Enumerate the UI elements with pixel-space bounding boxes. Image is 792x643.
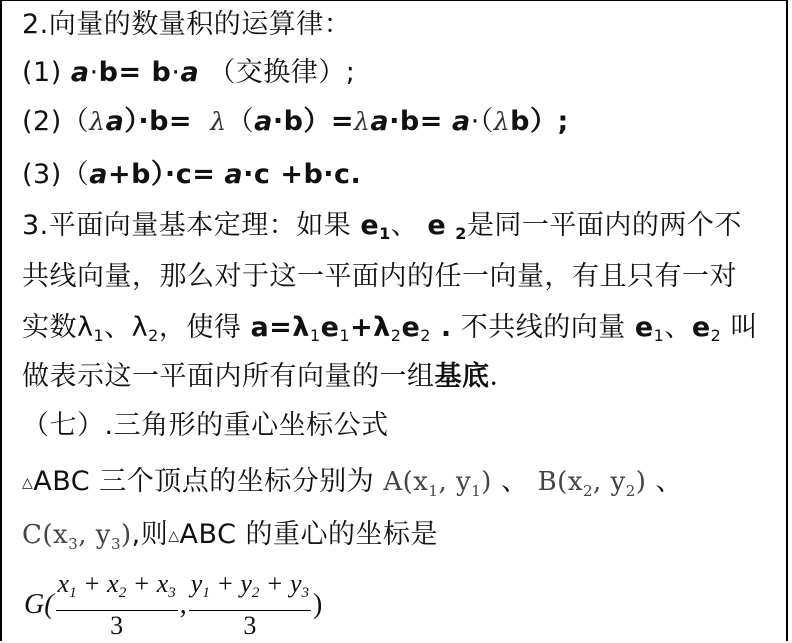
vector-e: e: [691, 312, 711, 343]
theorem-basis-line-1: [22, 202, 742, 250]
lambda: λ: [210, 107, 227, 136]
text: +b）·c=: [107, 159, 216, 190]
fraction-y: [189, 569, 311, 641]
subscript: 3: [110, 535, 122, 553]
dot: ·: [89, 57, 99, 88]
formula-g: G(: [24, 589, 54, 620]
subscript: 3: [68, 535, 79, 553]
lambda: λ: [493, 107, 511, 136]
text: 不共线的向量: [451, 312, 635, 343]
text: (1): [22, 57, 71, 88]
term: + y: [259, 569, 302, 598]
subscript: 1: [202, 585, 210, 601]
keyword-basis: 基底: [434, 361, 490, 392]
triangle-icon: △: [22, 475, 34, 491]
vector-a: a: [224, 159, 244, 190]
subscript: 1: [653, 326, 665, 345]
close-paren: ): [313, 589, 323, 620]
vector-a: a: [89, 159, 108, 190]
text: ）·b=: [124, 106, 193, 137]
vector-a: a: [180, 57, 200, 88]
vector-b: b= b: [98, 57, 172, 88]
vector-e: e: [360, 210, 380, 241]
theorem-basis-line-3: [22, 304, 758, 352]
text: ·b）=: [272, 106, 355, 137]
subscript: 1: [69, 585, 77, 601]
text: 、: [664, 312, 692, 343]
vector-a: a: [105, 106, 125, 137]
point-c: ): [121, 520, 132, 550]
centroid-line-2: [22, 511, 438, 559]
text: 、: [390, 210, 419, 241]
point-c: C(x: [22, 520, 69, 550]
text: （七）.三角形的重心坐标公式: [22, 410, 389, 441]
text: ．: [489, 361, 517, 392]
subscript: 2: [251, 585, 260, 601]
centroid-formula: [24, 569, 322, 641]
subscript: 1: [93, 326, 105, 345]
subscript: 1: [428, 482, 439, 500]
denominator-y: 3: [243, 611, 257, 640]
subscript: 2: [118, 585, 127, 601]
numerator-y: [189, 569, 311, 611]
numerator-x: [56, 569, 178, 611]
text: ·c +b·c.: [243, 159, 362, 190]
theorem-basis-line-2: [22, 253, 737, 301]
centroid-line-1: [22, 458, 683, 506]
subscript: 3: [168, 585, 176, 601]
text: 是同一平面内的两个不: [466, 210, 742, 241]
text: ·（: [470, 106, 494, 137]
subscript: 3: [301, 585, 310, 601]
vector-a: a: [70, 57, 90, 88]
text: 实数λ: [22, 312, 94, 343]
law-1-commutative: [22, 49, 355, 97]
comma: ,: [179, 589, 187, 620]
subscript: 2: [148, 326, 159, 345]
theorem-basis-line-4: [22, 353, 517, 401]
triangle-icon: △: [168, 528, 180, 544]
text: b）;: [510, 106, 569, 137]
text: 、: [491, 466, 538, 497]
formula: +λ: [350, 312, 391, 343]
vector-a: a: [254, 106, 273, 137]
formula: .: [430, 312, 452, 343]
lambda: λ: [89, 107, 106, 136]
text: ABC 三个顶点的坐标分别为: [33, 466, 384, 497]
text: ABC 的重心的坐标是: [179, 519, 439, 550]
text: 叫: [721, 312, 758, 343]
formula: a=λ: [250, 312, 310, 343]
vector-a: a: [370, 106, 390, 137]
law-2-scalar: [22, 98, 569, 146]
text: (2)（: [22, 106, 90, 137]
text: 、: [646, 466, 684, 497]
point-b: B(x: [537, 467, 583, 497]
text: (3)（: [22, 159, 90, 190]
denominator-x: 3: [110, 611, 124, 640]
subscript: 1: [309, 326, 321, 345]
text: 2.向量的数量积的运算律：: [22, 9, 352, 40]
formula: e: [401, 312, 421, 343]
subscript: 2: [455, 224, 467, 243]
subscript: 1: [339, 326, 351, 345]
point-b: ): [635, 467, 647, 497]
term: + y: [209, 569, 252, 598]
text: 、λ: [104, 312, 149, 343]
text: ,则: [131, 519, 169, 550]
lambda: λ: [354, 107, 371, 136]
subscript: 2: [625, 482, 636, 500]
point-b: , y: [593, 467, 626, 497]
term: y: [190, 569, 203, 598]
term: + x: [76, 569, 119, 598]
vector-a: a: [451, 106, 471, 137]
point-a: ): [481, 467, 492, 497]
subscript: 2: [420, 326, 431, 345]
text: （交换律）;: [199, 57, 356, 88]
subscript: 2: [710, 326, 722, 345]
heading-dot-product-laws: [22, 1, 351, 49]
point-a: , y: [438, 467, 472, 497]
text: ，使得: [158, 312, 251, 343]
dot: ·: [171, 57, 181, 88]
subscript: 2: [582, 482, 594, 500]
term: + x: [126, 569, 169, 598]
point-c: , y: [78, 520, 111, 550]
section-heading-centroid: [22, 402, 389, 450]
text: 3.平面向量基本定理：如果: [22, 210, 361, 241]
fraction-x: [56, 569, 178, 641]
text: 做表示这一平面内所有向量的一组: [22, 361, 435, 392]
text: ·b=: [389, 106, 443, 137]
subscript: 1: [471, 482, 482, 500]
text: 共线向量，那么对于这一平面内的任一向量，有且只有一对: [22, 261, 737, 292]
formula: e: [320, 312, 340, 343]
law-3-distributive: [22, 151, 361, 199]
vector-e: e: [634, 312, 654, 343]
vector-e: e: [427, 210, 447, 241]
subscript: 2: [390, 326, 402, 345]
subscript: 1: [379, 224, 391, 243]
term: x: [57, 569, 70, 598]
text: （: [226, 106, 255, 137]
point-a: A(x: [383, 467, 429, 497]
